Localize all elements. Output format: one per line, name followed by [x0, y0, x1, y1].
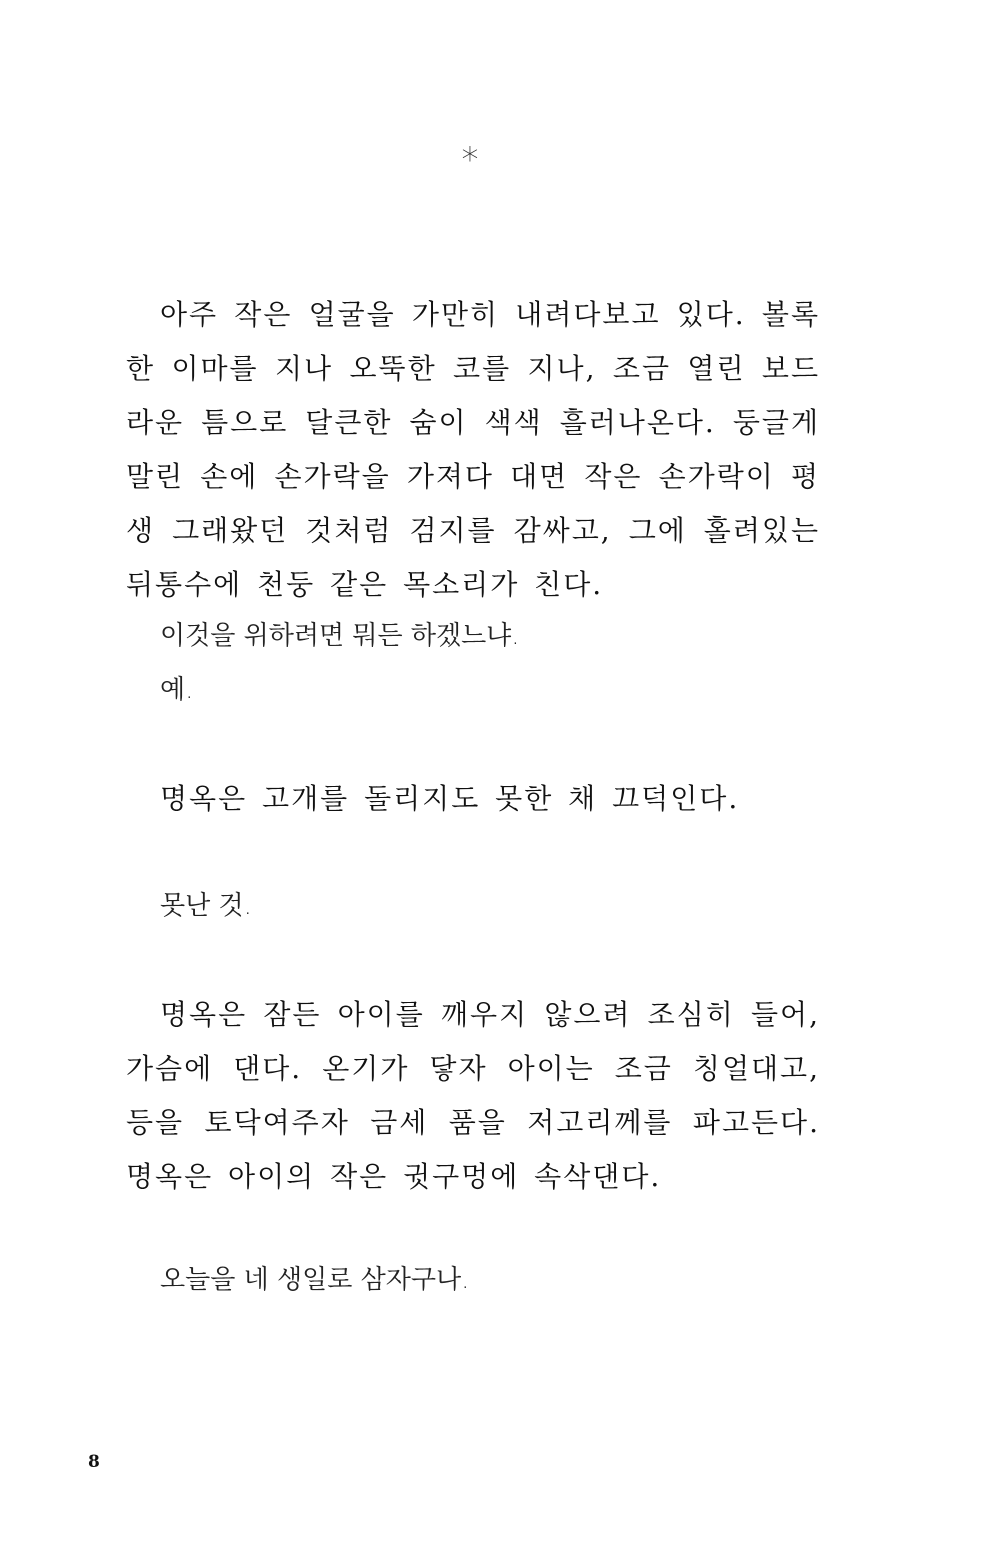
- dialogue-line-3: 못난 것.: [160, 891, 252, 921]
- dialogue-line-2: 예.: [160, 675, 194, 705]
- section-break-asterisk: *: [461, 140, 479, 180]
- paragraph-1: 아주 작은 얼굴을 가만히 내려다보고 있다. 볼록한 이마를 지나 오뚝한 코를 지나, 조금 열린 보드라운 틈으로 달큰한 숨이 색색 흘러나온다. 둥글게 말린 손에 손가락을 가져다 대면 작은 손가락이 평생 그래왔던 것처럼 검지를 감싸고, 그에 홀려있는 뒤통수에 천둥 같은 목소리가 친다.: [126, 298, 820, 601]
- paragraph-3: 명옥은 잠든 아이를 깨우지 않으려 조심히 들어, 가슴에 댄다. 온기가 닿자 아이는 조금 칭얼대고, 등을 토닥여주자 금세 품을 저고리께를 파고든다. 명옥은 아이의 작은 귓구멍에 속삭댄다.: [126, 998, 820, 1193]
- dialogue-line-4: 오늘을 네 생일로 삼자구나.: [160, 1265, 470, 1295]
- page-number: 8: [88, 1452, 100, 1472]
- paragraph-2: 명옥은 고개를 돌리지도 못한 채 끄덕인다.: [160, 782, 740, 815]
- dialogue-line-1: 이것을 위하려면 뭐든 하겠느냐.: [160, 621, 520, 651]
